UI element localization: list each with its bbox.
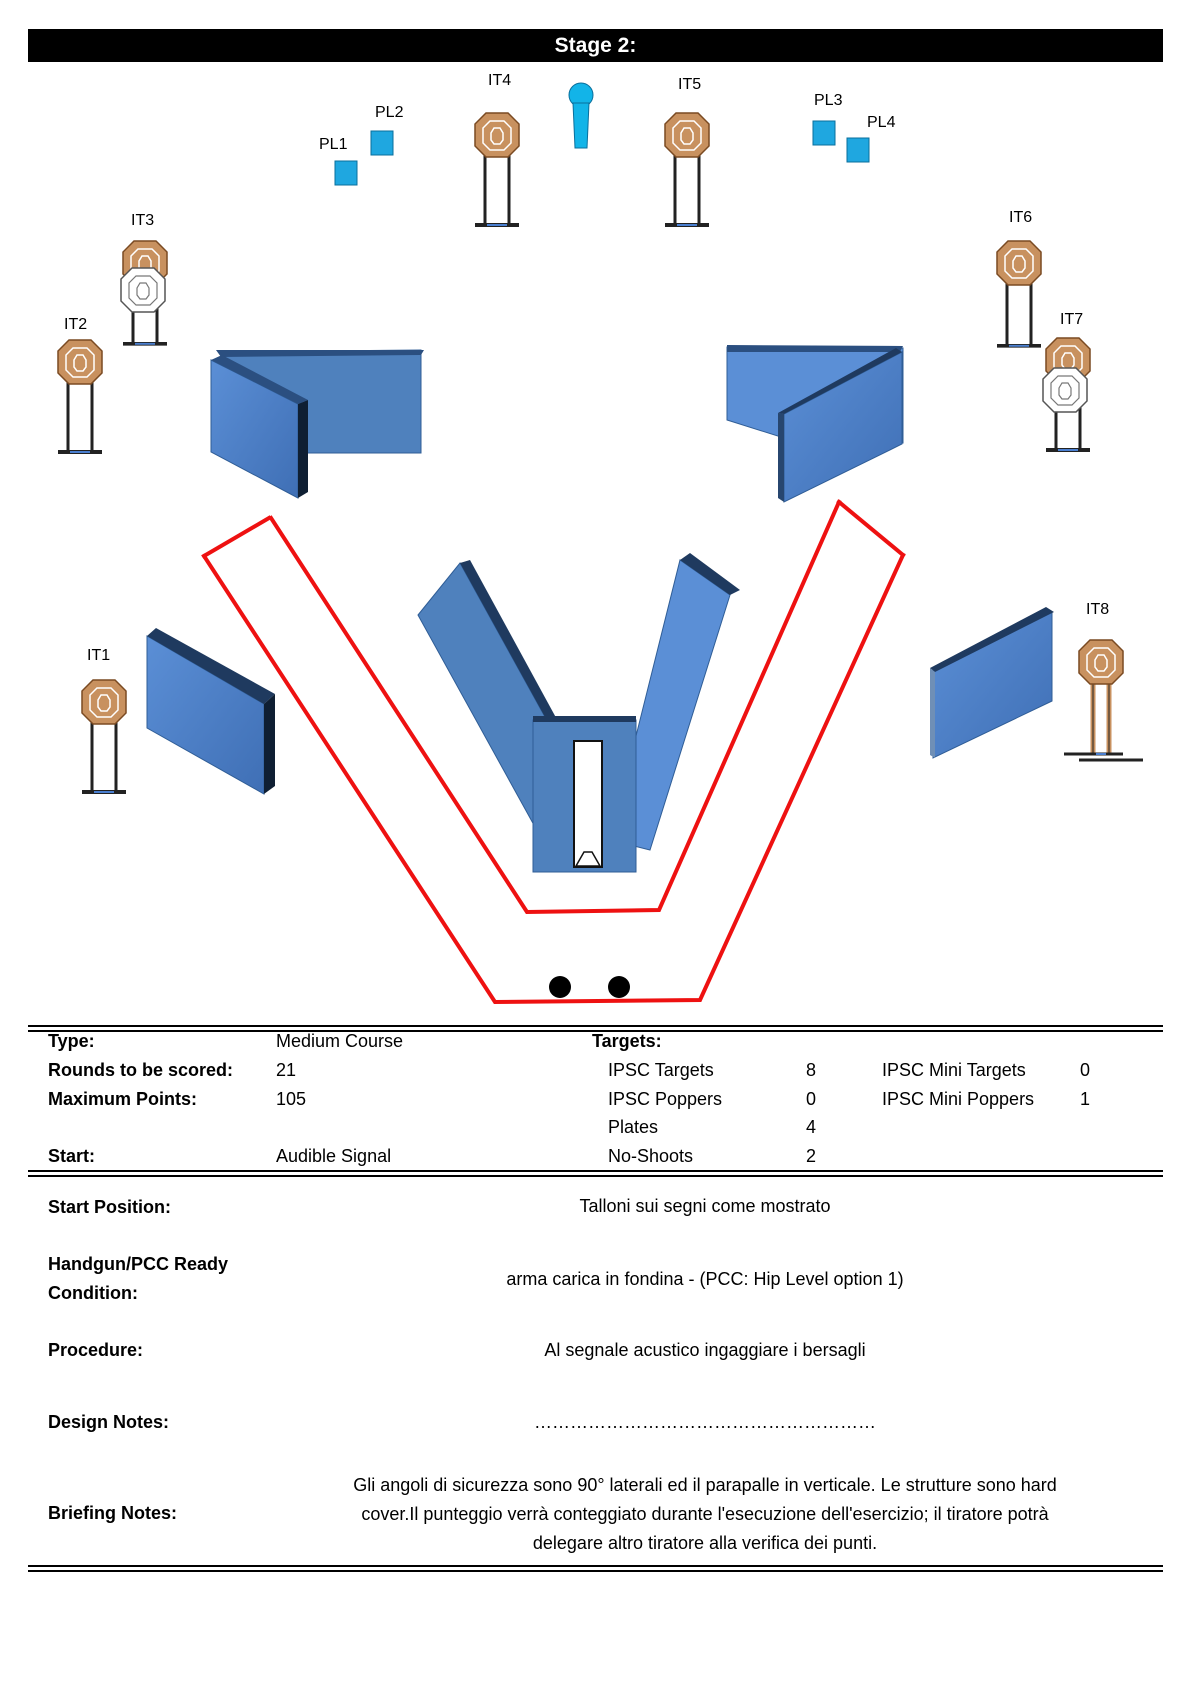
target-it8-icon [1064,640,1143,760]
target-type-count: 8 [806,1060,817,1080]
target-it4-icon [475,113,519,225]
briefing-notes-line1: Gli angoli di sicurezza sono 90° laterali ed il parapalle in verticale. Le strutture sono hard [353,1475,1057,1495]
target-type-name: Plates [608,1117,659,1137]
label-pl3: PL3 [814,92,843,109]
briefing-notes-label: Briefing Notes: [48,1503,178,1523]
rounds-label: Rounds to be scored: [48,1060,234,1080]
briefing-notes-line2: cover.Il punteggio verrà conteggiato durante l'esecuzione dell'esercizio; il tiratore potrà [361,1504,1049,1524]
target-type-count: 4 [806,1117,817,1137]
port-window [574,741,602,867]
label-it4: IT4 [488,72,512,89]
target-it5-icon [665,113,709,225]
target-it3-icon [121,241,167,344]
divider [28,1570,1163,1572]
type-value: Medium Course [276,1031,404,1051]
divider [28,1565,1163,1567]
target-it7-icon [1043,338,1090,450]
procedure-value: Al segnale acustico ingaggiare i bersagli [544,1340,866,1360]
plate-pl2-icon [371,131,393,155]
label-it6: IT6 [1009,209,1033,226]
briefing-notes-line3: delegare altro tiratore alla verifica dei punti. [532,1533,878,1553]
targets-label: Targets: [592,1031,662,1051]
plate-pl4-icon [847,138,869,162]
target-type-name: IPSC Targets [608,1060,714,1080]
label-pl2: PL2 [375,104,404,121]
label-it8: IT8 [1086,601,1110,618]
target-type-name: No-Shoots [608,1146,694,1166]
ready-condition-value: arma carica in fondina - (PCC: Hip Level option 1) [506,1269,904,1289]
target-type-count: 0 [806,1089,817,1109]
label-pl4: PL4 [867,114,896,131]
divider [28,1025,1163,1027]
start-mark-right [608,976,630,998]
rounds-value: 21 [276,1060,297,1080]
mini-target-name: IPSC Mini Poppers [882,1089,1035,1109]
plate-pl1-icon [335,161,357,185]
mini-target-count: 0 [1080,1060,1091,1080]
ready-condition-label-line1: Handgun/PCC Ready [48,1254,229,1274]
right-lower-wall [930,607,1054,758]
start-mark-left [549,976,571,998]
left-lower-wall [147,628,275,794]
divider [28,1170,1163,1172]
label-it3: IT3 [131,212,155,229]
design-notes-label: Design Notes: [48,1412,170,1432]
target-type-count: 2 [806,1146,817,1166]
max-points-label: Maximum Points: [48,1089,198,1109]
right-upper-wall [727,345,903,502]
label-it1: IT1 [87,647,111,664]
start-value: Audible Signal [276,1146,392,1166]
target-it1-icon [82,680,126,792]
left-upper-wall [211,350,424,498]
mini-target-name: IPSC Mini Targets [882,1060,1026,1080]
start-position-value: Talloni sui segni come mostrato [579,1196,831,1216]
label-it2: IT2 [64,316,88,333]
label-pl1: PL1 [319,136,348,153]
start-label: Start: [48,1146,96,1166]
start-position-label: Start Position: [48,1197,172,1217]
target-type-name: IPSC Poppers [608,1089,723,1109]
mini-target-count: 1 [1080,1089,1091,1109]
label-it7: IT7 [1060,311,1084,328]
type-label: Type: [48,1031,95,1051]
target-it6-icon [997,241,1041,346]
procedure-label: Procedure: [48,1340,144,1360]
divider [28,1175,1163,1177]
target-it2-icon [58,340,102,452]
ready-condition-label-line2: Condition: [48,1283,138,1303]
label-it5: IT5 [678,76,702,93]
design-notes-value: ………………………………………………… [534,1412,876,1432]
plate-pl3-icon [813,121,835,145]
mini-popper-icon [569,83,593,148]
max-points-value: 105 [276,1089,307,1109]
stage-title: Stage 2: [28,29,1163,62]
